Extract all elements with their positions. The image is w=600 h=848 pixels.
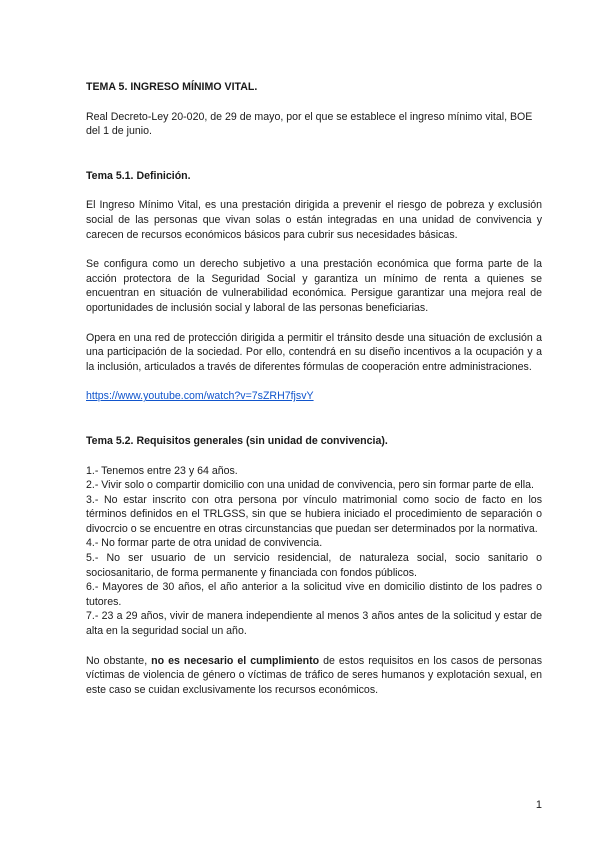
list-item: 1.- Tenemos entre 23 y 64 años. xyxy=(86,464,238,477)
note-rest: de estos requisitos en los casos de personas víctimas de violencia de género o víctimas de tráfico de seres humanos y explotación sexual, en este caso se cuidan exclusivamente los recursos económicos. xyxy=(86,654,542,696)
requirements-list xyxy=(86,464,542,639)
exception-note xyxy=(86,654,542,698)
section-heading-requisitos: Tema 5.2. Requisitos generales (sin unidad de convivencia). xyxy=(86,434,388,447)
list-item: 3.- No estar inscrito con otra persona por vínculo matrimonial como socio de facto en los términos definidos en el TRLGSS, sin que se hubiera iniciado el procedimiento de separación o divocrcio o se encuentre en otras circunstancias que puedan ser determinados por la normativa. xyxy=(86,493,542,535)
list-item: 4.- No formar parte de otra unidad de convivencia. xyxy=(86,537,323,550)
definition-paragraph: Se configura como un derecho subjetivo a una prestación económica que forma parte de la acción protectora de la Seguridad Social y garantiza un mínimo de renta a quienes se encuentran en situación de vulnerabilidad económica. Persigue garantizar una mejora real de oportunidades de inclusión social y laboral de las personas beneficiarias. xyxy=(86,258,542,314)
document-title: TEMA 5. INGRESO MÍNIMO VITAL. xyxy=(86,81,258,93)
page-number: 1 xyxy=(535,799,542,811)
video-link-row xyxy=(86,389,542,404)
youtube-link[interactable]: https://www.youtube.com/watch?v=7sZRH7fjsvY xyxy=(86,390,314,403)
list-item: 5.- No ser usuario de un servicio residencial, de naturaleza social, socio sanitario o sociosanitario, de forma permanente y financiada con fondos públicos. xyxy=(86,552,542,579)
intro-paragraph: Real Decreto-Ley 20-020, de 29 de mayo, por el que se establece el ingreso mínimo vital, BOE del 1 de junio. xyxy=(86,110,533,138)
note-emphasis: no es necesario el cumplimiento xyxy=(151,654,320,667)
list-item: 7.- 23 a 29 años, vivir de manera independiente al menos 3 años antes de la solicitud y estar de alta en la seguridad social un año. xyxy=(86,610,542,638)
definition-paragraph: Opera en una red de protección dirigida a permitir el tránsito desde una situación de exclusión a una participación de la sociedad. Por ello, contendrá en su diseño incentivos a la ocupación y a la inclusión, articulados a través de diferentes fórmulas de cooperación entre administraciones. xyxy=(86,331,542,373)
note-lead: No obstante, xyxy=(86,654,152,667)
list-item: 6.- Mayores de 30 años, el año anterior a la solicitud vive en domicilio distinto de los padres o tutores. xyxy=(86,581,542,608)
list-item: 2.- Vivir solo o compartir domicilio con una unidad de convivencia, pero sin formar parte de ella. xyxy=(86,479,534,492)
section-heading-definicion: Tema 5.1. Definición. xyxy=(86,169,191,182)
definition-paragraph: El Ingreso Mínimo Vital, es una prestación dirigida a prevenir el riesgo de pobreza y exclusión social de las personas que vivan solas o están integradas en una unidad de convivencia y carecen de recursos económicos básicos para cubrir sus necesidades básicas. xyxy=(86,199,542,241)
